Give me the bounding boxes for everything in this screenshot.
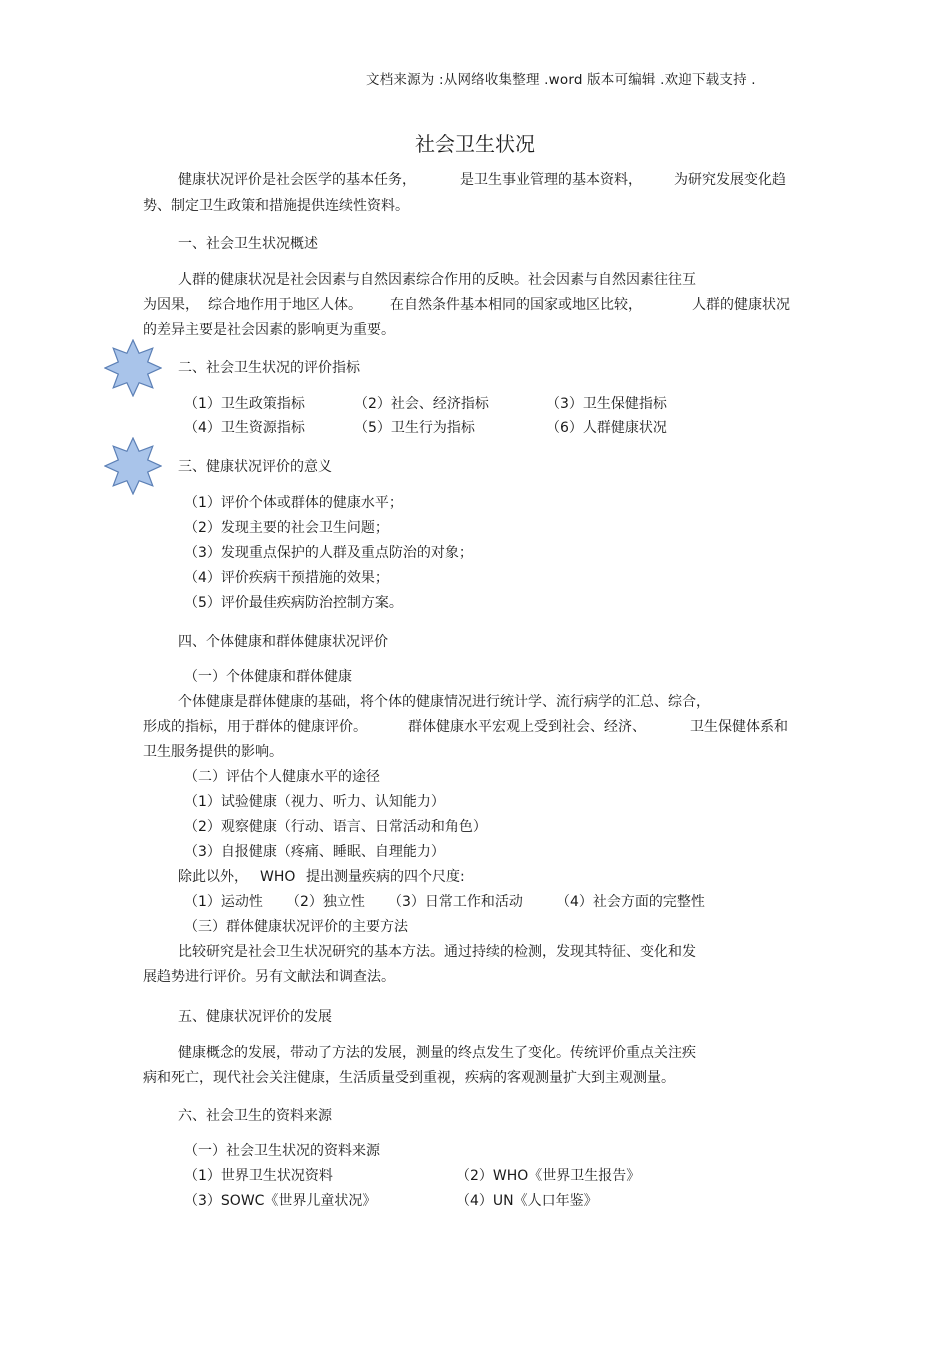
who-line-c: 提出测量疾病的四个尺度: [306,869,465,885]
intro-line-2: 势、制定卫生政策和措施提供连续性资料。 [143,198,409,214]
significance-item: （4）评价疾病干预措施的效果； [184,570,389,586]
source-note: 文档来源为 :从网络收集整理 .word 版本可编辑 .欢迎下载支持 . [366,72,756,88]
section-3-heading: 三、健康状况评价的意义 [178,459,332,475]
indicator-item: （4）卫生资源指标 [184,420,305,436]
section-1-line-2-d: 人群的健康状况 [692,297,790,313]
section-1-heading: 一、社会卫生状况概述 [178,236,318,252]
section-4-para-1-line-2-b: 群体健康水平宏观上受到社会、经济、 [408,719,646,735]
scale-item: （2）独立性 [286,894,365,910]
indicator-item: （6）人群健康状况 [546,420,667,436]
section-5-line-2: 病和死亡，现代社会关注健康，生活质量受到重视，疾病的客观测量扩大到主观测量。 [143,1070,675,1086]
indicator-item: （5）卫生行为指标 [354,420,475,436]
section-1-line-2-a: 为因果， [143,297,199,313]
section-4-heading: 四、个体健康和群体健康状况评价 [178,634,388,650]
section-1-line-3: 的差异主要是社会因素的影响更为重要。 [143,322,395,338]
intro-line-1-b: 是卫生事业管理的基本资料， [460,172,642,188]
section-1-line-1: 人群的健康状况是社会因素与自然因素综合作用的反映。社会因素与自然因素往往互 [178,272,696,288]
indicator-item: （3）卫生保健指标 [546,396,667,412]
eight-point-star-icon [104,437,162,495]
indicator-item: （1）卫生政策指标 [184,396,305,412]
indicator-item: （2）社会、经济指标 [354,396,489,412]
section-2-heading: 二、社会卫生状况的评价指标 [178,360,360,376]
who-line-a: 除此以外， [178,869,248,885]
scale-item: （3）日常工作和活动 [388,894,523,910]
subsection-heading: （一）个体健康和群体健康 [184,669,352,685]
source-item: （4）UN《人口年鉴》 [456,1193,598,1209]
intro-line-1-c: 为研究发展变化趋 [674,172,786,188]
section-4-para-1-line-2-a: 形成的指标，用于群体的健康评价。 [143,719,367,735]
section-1-line-2-b: 综合地作用于地区人体。 [208,297,362,313]
source-item: （1）世界卫生状况资料 [184,1168,333,1184]
subsection-heading: （二）评估个人健康水平的途径 [184,769,380,785]
section-4-para-2-line-1: 比较研究是社会卫生状况研究的基本方法。通过持续的检测，发现其特征、变化和发 [178,944,696,960]
health-way-item: （1）试验健康（视力、听力、认知能力） [184,794,445,810]
section-4-para-2-line-2: 展趋势进行评价。另有文献法和调查法。 [143,969,395,985]
health-way-item: （2）观察健康（行动、语言、日常活动和角色） [184,819,487,835]
significance-item: （5）评价最佳疾病防治控制方案。 [184,595,403,611]
source-item: （2）WHO《世界卫生报告》 [456,1168,641,1184]
section-6-heading: 六、社会卫生的资料来源 [178,1108,332,1124]
subsection-heading: （三）群体健康状况评价的主要方法 [184,919,408,935]
section-1-line-2-c: 在自然条件基本相同的国家或地区比较， [390,297,642,313]
page-title: 社会卫生状况 [415,132,535,156]
section-4-para-1-line-1: 个体健康是群体健康的基础，将个体的健康情况进行统计学、流行病学的汇总、综合， [178,694,710,710]
section-5-heading: 五、健康状况评价的发展 [178,1009,332,1025]
significance-item: （1）评价个体或群体的健康水平； [184,495,403,511]
who-line-b: WHO [260,869,296,885]
health-way-item: （3）自报健康（疼痛、睡眠、自理能力） [184,844,445,860]
scale-item: （1）运动性 [184,894,263,910]
eight-point-star-icon [104,339,162,397]
significance-item: （3）发现重点保护的人群及重点防治的对象； [184,545,473,561]
subsection-heading: （一）社会卫生状况的资料来源 [184,1143,380,1159]
section-4-para-1-line-2-c: 卫生保健体系和 [690,719,788,735]
intro-line-1-a: 健康状况评价是社会医学的基本任务， [178,172,416,188]
scale-item: （4）社会方面的完整性 [556,894,705,910]
source-item: （3）SOWC《世界儿童状况》 [184,1193,377,1209]
section-4-para-1-line-3: 卫生服务提供的影响。 [143,744,283,760]
significance-item: （2）发现主要的社会卫生问题； [184,520,389,536]
section-5-line-1: 健康概念的发展，带动了方法的发展，测量的终点发生了变化。传统评价重点关注疾 [178,1045,696,1061]
